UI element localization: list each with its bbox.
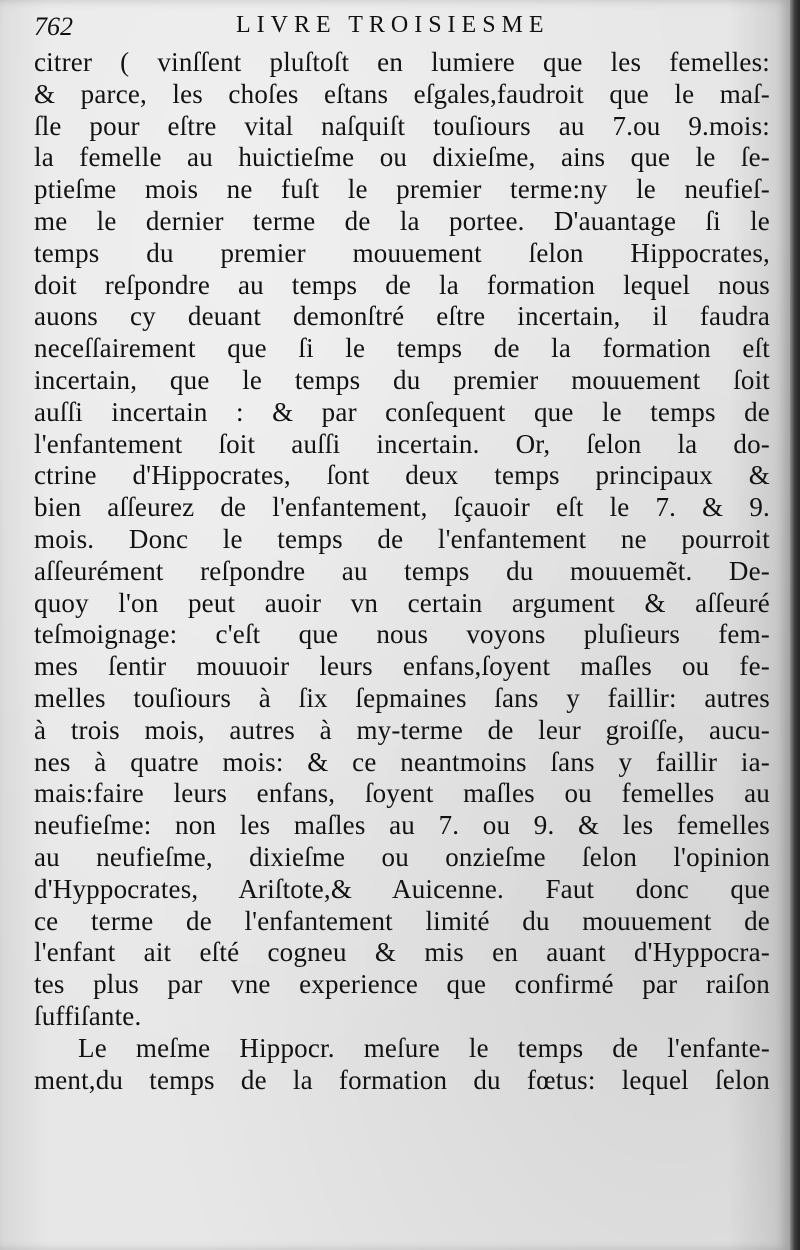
text-line: aſſeurément reſpondre au temps du mouuemẽt. De- — [34, 555, 770, 586]
text-line: ctrine d'Hippocrates, ſont deux temps principaux & — [34, 460, 770, 491]
text-line: ſle pour eſtre vital naſquiſt touſiours au 7.ou 9.mois: — [34, 110, 770, 141]
page-number: 762 — [34, 12, 73, 41]
text-line: mois. Donc le temps de l'enfantement ne pourroit — [34, 523, 770, 554]
text-line: quoy l'on peut auoir vn certain argument & aſſeuré — [34, 587, 770, 618]
text-line: au neufieſme, dixieſme ou onzieſme ſelon l'opinion — [34, 841, 770, 872]
text-line: teſmoignage: c'eſt que nous voyons pluſieurs fem- — [34, 619, 770, 650]
text-line: incertain, que le temps du premier mouuement ſoit — [34, 364, 770, 395]
text-line: ptieſme mois ne fuſt le premier terme:ny le neufieſ- — [34, 174, 770, 205]
text-line: ſuffiſante. — [34, 1000, 142, 1031]
text-line: temps du premier mouuement ſelon Hippocrates, — [34, 237, 770, 268]
text-line: neceſſairement que ſi le temps de la formation eſt — [34, 333, 770, 364]
text-line: citrer ( vinſſent pluſtoſt en lumiere que les femelles: — [34, 47, 770, 77]
text-line: me le dernier terme de la portee. D'auantage ſi le — [34, 205, 770, 236]
text-line: mes ſentir mouuoir leurs enfans,ſoyent maſles ou fe- — [34, 651, 770, 682]
running-head: LIVRE TROISIESME — [236, 12, 550, 38]
text-line: mais:faire leurs enfans, ſoyent maſles ou femelles au — [34, 778, 770, 809]
page-header — [34, 6, 774, 46]
text-line: l'enfant ait eſté cogneu & mis en auant d'Hyppocra- — [34, 937, 770, 968]
text-line: d'Hyppocrates, Ariſtote,& Auicenne. Faut donc que — [34, 873, 770, 904]
text-line: tes plus par vne experience que confirmé par raiſon — [34, 969, 770, 1000]
text-line: nes à quatre mois: & ce neantmoins ſans y faillir ia- — [34, 746, 770, 777]
text-line: melles touſiours à ſix ſepmaines ſans y faillir: autres — [34, 682, 770, 713]
text-line: doit reſpondre au temps de la formation lequel nous — [34, 269, 770, 300]
text-line: auſſi incertain : & par conſequent que le temps de — [34, 396, 770, 427]
page-gutter-edge — [790, 0, 800, 1250]
text-line: la femelle au huictieſme ou dixieſme, ains que le ſe- — [34, 142, 770, 173]
body-text — [34, 47, 770, 1096]
text-line: Le meſme Hippocr. meſure le temps de l'enfante- — [78, 1032, 770, 1063]
text-line: à trois mois, autres à my-terme de leur groiſſe, aucu- — [34, 714, 770, 745]
text-line: bien aſſeurez de l'enfantement, ſçauoir eſt le 7. & 9. — [34, 492, 770, 523]
text-line: neufieſme: non les maſles au 7. ou 9. & les femelles — [34, 810, 770, 841]
text-line: ce terme de l'enfantement limité du mouuement de — [34, 905, 770, 936]
text-line: l'enfantement ſoit auſſi incertain. Or, ſelon la do- — [34, 428, 770, 459]
text-line: auons cy deuant demonſtré eſtre incertain, il faudra — [34, 301, 770, 332]
text-line: & parce, les choſes eſtans eſgales,faudroit que le maſ- — [34, 78, 770, 109]
text-line: ment,du temps de la formation du fœtus: lequel ſelon — [34, 1064, 770, 1095]
